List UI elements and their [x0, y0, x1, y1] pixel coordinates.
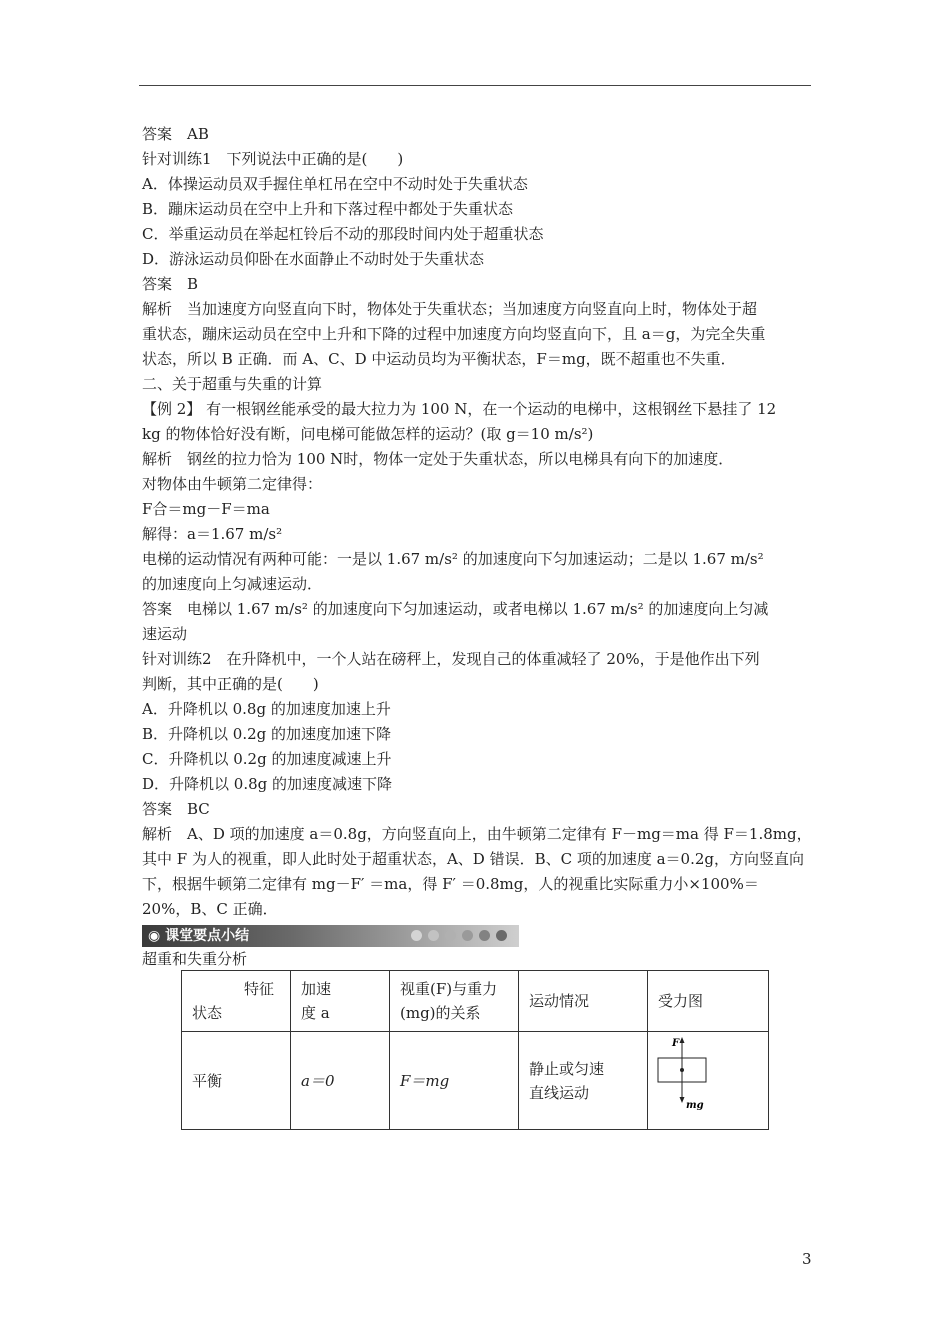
example-2-solution: 解得：a＝1.67 m/s²	[142, 525, 283, 543]
exercise-1-analysis-1: 解析 当加速度方向竖直向下时，物体处于失重状态；当加速度方向竖直向上时，物体处于超	[142, 300, 758, 318]
exercise-1-option-b: B．蹦床运动员在空中上升和下落过程中都处于失重状态	[142, 200, 514, 218]
exercise-2-question-2: 判断，其中正确的是( )	[142, 675, 319, 693]
exercise-2-answer: 答案 BC	[142, 800, 210, 818]
cell-acceleration: a＝0	[291, 1032, 390, 1130]
example-2-line-1: 【例 2】 有一根钢丝能承受的最大拉力为 100 N，在一个运动的电梯中，这根钢丝下悬挂了 12	[142, 400, 777, 418]
banner-dot	[496, 930, 507, 941]
cell-motion	[519, 1032, 648, 1130]
header-accel-line2: 度 a	[301, 1004, 330, 1022]
header-cell-feature-state	[182, 971, 291, 1032]
exercise-1-option-a: A．体操运动员双手握住单杠吊在空中不动时处于失重状态	[142, 175, 528, 193]
section-heading: 二、关于超重与失重的计算	[142, 375, 323, 393]
cell-force-diagram	[648, 1032, 769, 1130]
banner-dot	[445, 930, 456, 941]
banner-dot	[479, 930, 490, 941]
header-cell-relation	[390, 971, 519, 1032]
exercise-1-question: 针对训练1 下列说法中正确的是( )	[142, 150, 404, 168]
exercise-1-analysis-3: 状态，所以 B 正确．而 A、C、D 中运动员均为平衡状态，F＝mg，既不超重也不失重．	[142, 350, 736, 368]
example-2-cases-1: 电梯的运动情况有两种可能：一是以 1.67 m/s² 的加速度向下匀加速运动；二是以 1.67 m/s²	[142, 550, 764, 568]
summary-section-title: ◉ 课堂要点小结	[148, 928, 250, 944]
exercise-2-question-1: 针对训练2 在升降机中，一个人站在磅秤上，发现自己的体重减轻了 20%，于是他作出下列	[142, 650, 760, 668]
header-cell-force: 受力图	[648, 971, 769, 1032]
summary-section-banner	[142, 925, 519, 947]
down-arrowhead	[680, 1097, 685, 1103]
banner-dots	[411, 930, 507, 941]
example-2-answer-1: 答案 电梯以 1.67 m/s² 的加速度向下匀加速运动，或者电梯以 1.67 m/s² 的加速度向上匀减	[142, 600, 769, 618]
exercise-2-option-c: C．升降机以 0.2g 的加速度减速上升	[142, 750, 392, 768]
header-relation-line2: (mg)的关系	[400, 1004, 481, 1022]
header-feature: 特征	[243, 980, 274, 998]
document-body	[142, 122, 810, 972]
motion-line2: 直线运动	[529, 1083, 590, 1102]
banner-dot	[428, 930, 439, 941]
header-accel-line1: 加速	[301, 980, 332, 998]
exercise-1-answer: 答案 B	[142, 275, 199, 293]
up-arrowhead	[680, 1037, 685, 1043]
example-2-analysis-2: 对物体由牛顿第二定律得：	[142, 475, 323, 493]
banner-dot	[411, 930, 422, 941]
page-number: 3	[802, 1250, 812, 1268]
header-cell-motion: 运动情况	[519, 971, 648, 1032]
exercise-2-analysis-1: 解析 A、D 项的加速度 a＝0.8g，方向竖直向上，由牛顿第二定律有 F－mg＝ma 得 F＝1.8mg，	[142, 825, 812, 843]
table-header-row	[182, 971, 769, 1032]
summary-heading: 超重和失重分析	[142, 950, 248, 968]
force-diagram	[648, 1032, 768, 1128]
example-2-line-2: kg 的物体恰好没有断，问电梯可能做怎样的运动？(取 g＝10 m/s²)	[142, 425, 594, 443]
example-2-analysis-1: 解析 钢丝的拉力恰为 100 N时，物体一定处于失重状态，所以电梯具有向下的加速度．	[142, 450, 734, 468]
example-2-answer-2: 速运动	[142, 625, 188, 643]
summary-table	[181, 970, 769, 1130]
example-2-cases-2: 的加速度向上匀减速运动．	[142, 575, 323, 593]
answer-line: 答案 AB	[142, 125, 209, 143]
exercise-1-analysis-2: 重状态，蹦床运动员在空中上升和下降的过程中加速度方向均竖直向下，且 a＝g，为完全失重	[142, 325, 766, 343]
table-row	[182, 1032, 769, 1130]
exercise-2-analysis-2: 其中 F 为人的视重，即人此时处于超重状态，A、D 错误．B、C 项的加速度 a＝0.2g，方向竖直向	[142, 850, 805, 868]
exercise-1-option-d: D．游泳运动员仰卧在水面静止不动时处于失重状态	[142, 250, 485, 268]
banner-dot	[462, 930, 473, 941]
exercise-1-option-c: C．举重运动员在举起杠铃后不动的那段时间内处于超重状态	[142, 225, 544, 243]
motion-line1: 静止或匀速	[529, 1059, 605, 1078]
header-rule	[139, 85, 811, 86]
exercise-2-option-b: B．升降机以 0.2g 的加速度加速下降	[142, 725, 392, 743]
cell-relation: F＝mg	[390, 1032, 519, 1130]
header-relation-line1: 视重(F)与重力	[400, 980, 498, 998]
exercise-2-analysis-3: 下，根据牛顿第二定律有 mg－F′ ＝ma，得 F′ ＝0.8mg，人的视重比实际重力小×100%＝	[142, 875, 759, 893]
exercise-2-option-d: D．升降机以 0.8g 的加速度减速下降	[142, 775, 393, 793]
header-cell-acceleration	[291, 971, 390, 1032]
exercise-2-option-a: A．升降机以 0.8g 的加速度加速上升	[142, 700, 391, 718]
force-label-mg: mg	[686, 1100, 704, 1111]
force-label-f: F	[672, 1038, 680, 1049]
cell-state: 平衡	[182, 1032, 291, 1130]
exercise-2-analysis-4: 20%，B、C 正确．	[142, 900, 278, 918]
example-2-equation: F合＝mg－F＝ma	[142, 500, 270, 518]
header-state: 状态	[192, 1004, 223, 1022]
